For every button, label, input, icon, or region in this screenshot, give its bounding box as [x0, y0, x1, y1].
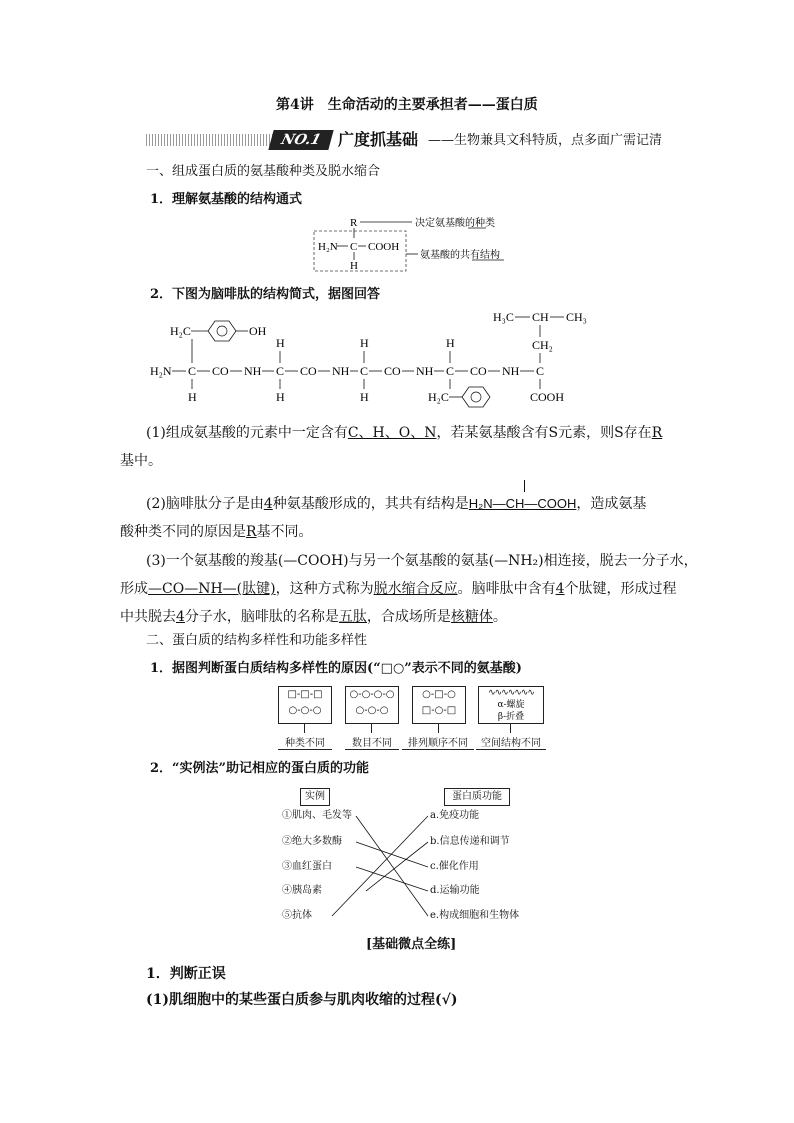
examples-header: 实例 [300, 788, 330, 806]
q3-text: 中共脱去 [120, 609, 176, 625]
example-item: ③血红蛋白 [282, 861, 332, 872]
banner-badge: NO.1 [268, 130, 333, 150]
function-item: c.催化作用 [430, 861, 479, 872]
box-row: ○-□-○ [422, 689, 456, 700]
q1-text: (1)组成氨基酸的元素中一定含有 [146, 425, 348, 441]
q3-text: 。 [492, 609, 507, 625]
banner-stripes [146, 134, 276, 146]
formula-bond [524, 480, 525, 492]
matching-lines [282, 786, 542, 926]
q2-text: 基不同。 [256, 524, 313, 540]
box-row: ○-○-○ [355, 705, 389, 716]
judge-heading: 1．判断正误 [146, 966, 226, 982]
question-2-cont [120, 518, 313, 546]
h-bottom-2: H [276, 390, 285, 404]
chain-c1: C [188, 364, 197, 378]
benzene-ring-icon [208, 321, 236, 341]
label-common-structure: 氨基酸的共有结构 [420, 250, 500, 261]
wave-icon: ∿∿∿∿∿∿∿ [488, 688, 534, 698]
function-item: a.免疫功能 [430, 810, 480, 821]
formula-h: H [350, 260, 358, 272]
q2-text: 种氨基酸形成的，其共有结构是 [272, 496, 469, 512]
chain-nh1: NH [244, 364, 262, 378]
question-1 [146, 419, 686, 447]
q3-text: 。脑啡肽中含有 [457, 581, 556, 597]
chain-co4: CO [470, 364, 487, 378]
function-item: d.运输功能 [430, 885, 480, 896]
page-title: 第4讲 生命活动的主要承担者——蛋白质 [276, 97, 538, 113]
chain-cooh: COOH [530, 390, 565, 404]
item-heading: 2．下图为脑啡肽的结构简式，据图回答 [150, 287, 381, 302]
q3-text: ，合成场所是 [366, 609, 451, 625]
basic-practice-title: [基础微点全练] [366, 937, 457, 952]
diversity-box-spatial [478, 686, 544, 724]
example-item: ②绝大多数酶 [282, 836, 342, 847]
tyr-ch2: H₂C [170, 324, 191, 338]
diversity-label: 数目不同 [345, 734, 399, 750]
q2-text: (2)脑啡肽分子是由 [146, 496, 264, 512]
chain-c2: C [276, 364, 285, 378]
chain-co1: CO [212, 364, 229, 378]
chain-h2n: H₂N [150, 364, 172, 378]
q3-text: 分子水，脑啡肽的名称是 [184, 609, 339, 625]
example-item: ⑤抗体 [282, 910, 312, 921]
leu-h3c: H₃C [493, 310, 514, 324]
box-row: ○-○-○-○ [349, 689, 395, 700]
chain-c5: C [536, 364, 545, 378]
q3-answer-site: 核糖体 [450, 609, 493, 625]
box-row: ○-○-○ [288, 705, 322, 716]
formula-r: R [350, 217, 358, 229]
box-row: α-螺旋 [497, 700, 525, 710]
formula-cooh: COOH [368, 241, 400, 253]
tyr-oh: OH [249, 324, 267, 338]
question-2 [146, 490, 646, 518]
q2-text: 酸种类不同的原因是 [120, 524, 246, 540]
q3-answer-name: 五肽 [338, 609, 367, 625]
section-banner [146, 130, 686, 150]
h-top-2: H [276, 336, 285, 350]
q3-answer-bond: —CO—NH—(肽键) [148, 581, 276, 597]
function-item: b.信息传递和调节 [430, 836, 510, 847]
phe-h2c: H₂C [428, 390, 449, 404]
h-bottom-3: H [360, 390, 369, 404]
diversity-label: 空间结构不同 [476, 734, 546, 750]
example-item: ①肌肉、毛发等 [282, 810, 352, 821]
functions-header: 蛋白质功能 [444, 788, 510, 806]
item-heading: 2．“实例法”助记相应的蛋白质的功能 [150, 761, 370, 776]
q1-answer-elements: C、H、O、N [347, 425, 437, 441]
banner-subtitle: ——生物兼具文科特质，点多面广需记清 [428, 133, 663, 148]
chain-nh3: NH [416, 364, 434, 378]
leu-ch: CH [532, 310, 549, 324]
diversity-box-order [412, 686, 466, 724]
diversity-label: 种类不同 [278, 734, 332, 750]
q3-answer-water: 4 [176, 609, 185, 625]
formula-h2n: H₂N [318, 241, 338, 253]
enkephalin-structure [140, 305, 600, 410]
function-matching-diagram [282, 786, 542, 926]
question-3-line3 [120, 603, 507, 631]
amino-acid-formula [300, 214, 530, 274]
function-item: e.构成细胞和生物体 [430, 910, 520, 921]
chain-co3: CO [384, 364, 401, 378]
q2-text: ，造成氨基 [576, 496, 647, 512]
box-row: β-折叠 [497, 712, 525, 722]
leu-ch2: CH₂ [532, 338, 553, 352]
q2-answer-r: R [246, 524, 257, 540]
section-heading: 二、蛋白质的结构多样性和功能多样性 [146, 633, 368, 648]
question-1-cont: 基中。 [120, 453, 162, 469]
diversity-box-type [278, 686, 332, 724]
h-top-4: H [446, 336, 455, 350]
diversity-box-number [345, 686, 399, 724]
diversity-label: 排列顺序不同 [402, 734, 474, 750]
diversity-figure [278, 686, 548, 750]
formula-c: C [350, 241, 358, 253]
label-determines-type: 决定氨基酸的种类 [415, 218, 495, 229]
benzene-ring-icon [462, 387, 490, 407]
item-heading: 1．据图判断蛋白质结构多样性的原因(“□○”表示不同的氨基酸) [150, 661, 522, 676]
item-heading: 1．理解氨基酸的结构通式 [150, 192, 303, 207]
h-bottom-1: H [188, 390, 197, 404]
question-3: (3)一个氨基酸的羧基(—COOH)与另一个氨基酸的氨基(—NH₂)相连接，脱去一分子水， [146, 553, 698, 569]
q1-answer-r: R [651, 425, 663, 441]
leu-ch3: CH₃ [566, 310, 587, 324]
box-row: □-□-□ [287, 689, 323, 700]
q3-text: ，这种方式称为 [275, 581, 374, 597]
chain-c3: C [360, 364, 369, 378]
box-row: □-○-□ [421, 705, 457, 716]
q3-answer-bonds: 4 [555, 581, 565, 597]
chain-c4: C [446, 364, 455, 378]
chain-co2: CO [300, 364, 317, 378]
h-top-3: H [360, 336, 369, 350]
q3-text: 个肽键，形成过程 [564, 581, 677, 597]
example-item: ④胰岛素 [282, 885, 322, 896]
section-heading: 一、组成蛋白质的氨基酸种类及脱水缩合 [146, 164, 381, 179]
q3-answer-reaction: 脱水缩合反应 [373, 581, 458, 597]
q2-answer-count: 4 [263, 496, 273, 512]
q1-text: ，若某氨基酸含有S元素，则S存在 [436, 425, 652, 441]
q2-answer-formula: H₂N—CH—COOH [468, 496, 577, 511]
judge-item-1: (1)肌细胞中的某些蛋白质参与肌肉收缩的过程(√) [146, 992, 458, 1008]
chain-nh4: NH [502, 364, 520, 378]
banner-title: 广度抓基础 [338, 130, 419, 149]
chain-nh2: NH [332, 364, 350, 378]
question-3-line2 [120, 575, 677, 603]
q3-text: 形成 [120, 581, 148, 597]
